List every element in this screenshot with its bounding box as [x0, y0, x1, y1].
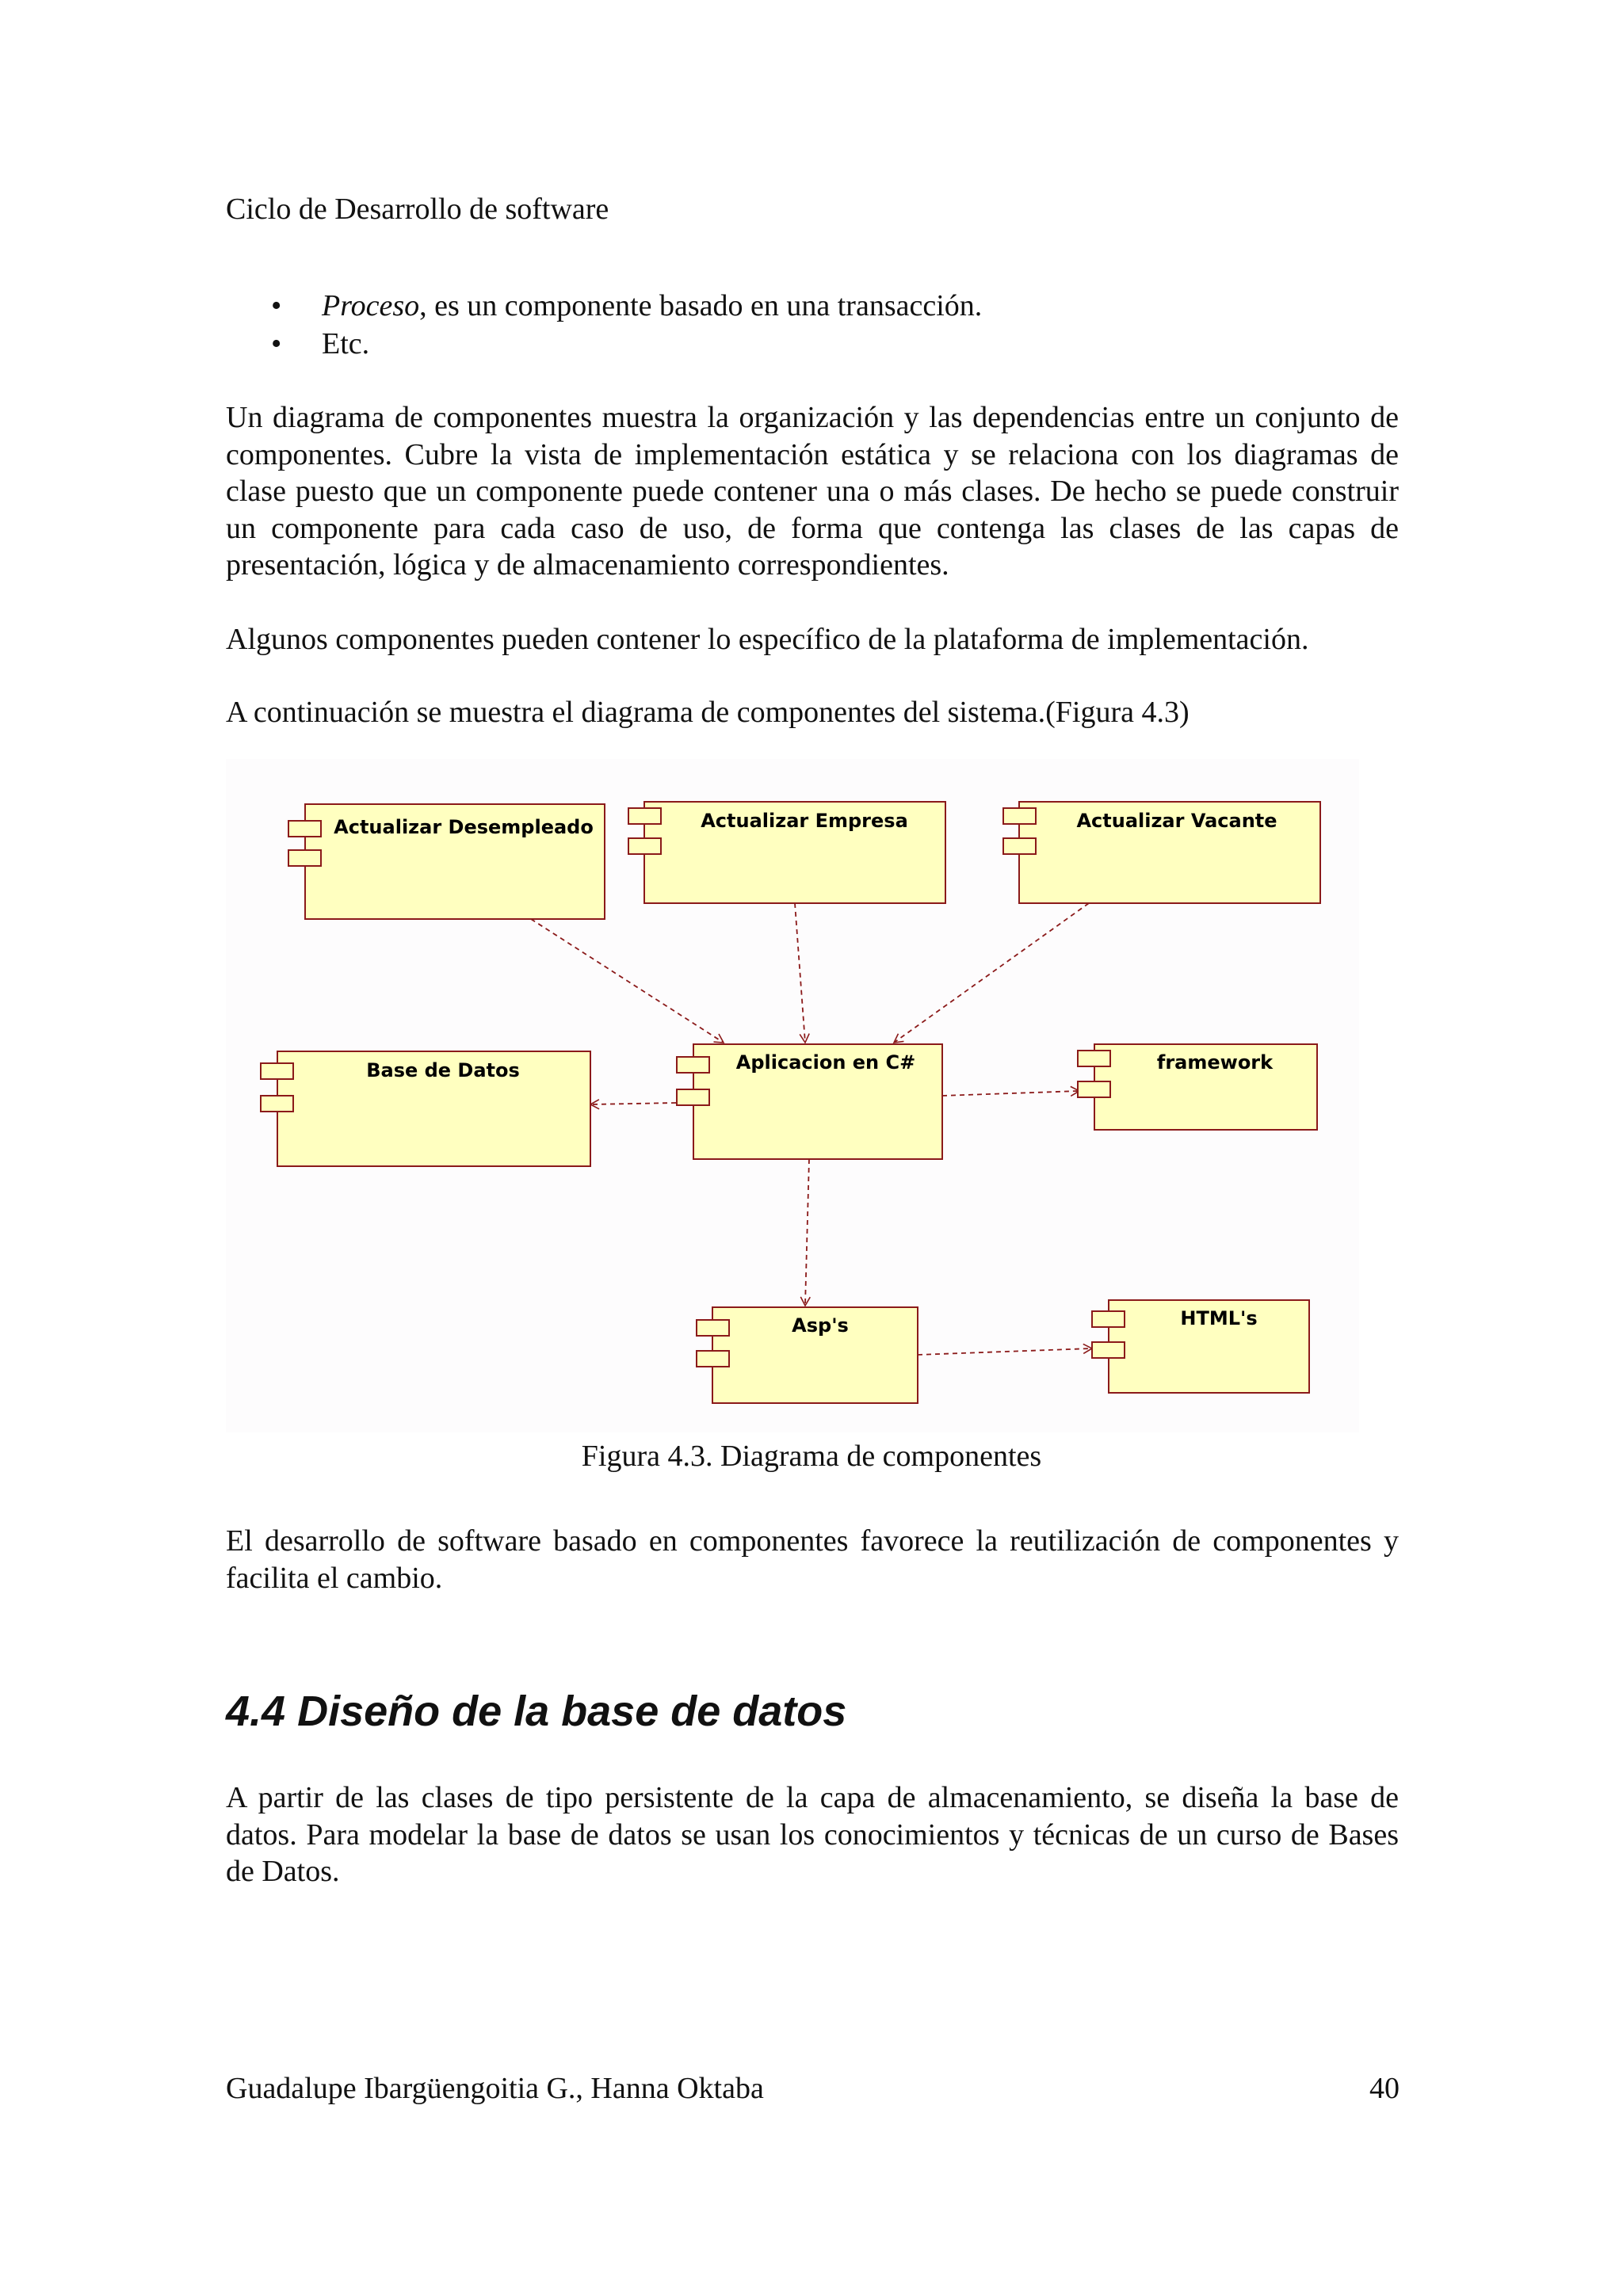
component-actualizar-desempleado [288, 804, 605, 919]
bullet-icon: • [271, 289, 282, 322]
component-port-icon [288, 850, 321, 866]
page-number: 40 [1369, 2072, 1400, 2105]
dependency-desempleado-aplicacion [531, 919, 724, 1043]
component-diagram [226, 759, 1359, 1432]
component-port-icon [261, 1063, 293, 1079]
bullet-icon: • [271, 327, 282, 360]
component-htmls [1092, 1300, 1309, 1393]
component-label: HTML's [1180, 1307, 1258, 1329]
component-actualizar-vacante [1003, 802, 1320, 903]
bullet-list [226, 287, 1399, 363]
component-port-icon [697, 1351, 729, 1367]
component-port-icon [628, 808, 661, 824]
component-port-icon [1003, 838, 1036, 854]
component-aplicacion [677, 1044, 942, 1159]
dependency-asps-htmls [918, 1348, 1092, 1355]
component-base-de-datos [261, 1051, 590, 1166]
component-label: Base de Datos [366, 1059, 520, 1081]
bullet-text: Etc. [322, 327, 370, 360]
bullet-term: Proceso [322, 289, 420, 322]
component-actualizar-empresa [628, 802, 945, 903]
component-label: Actualizar Desempleado [334, 816, 594, 838]
paragraph-reuse: El desarrollo de software basado en componentes favorece la reutilización de componentes y facilita el cambio. [226, 1524, 1399, 1595]
component-label: Aplicacion en C# [735, 1051, 916, 1074]
paragraph-figure-intro: A continuación se muestra el diagrama de componentes del sistema.(Figura 4.3) [226, 696, 1190, 729]
component-asps [697, 1307, 918, 1403]
paragraph-platform: Algunos componentes pueden contener lo específico de la plataforma de implementación. [226, 623, 1309, 656]
dependency-empresa-aplicacion [795, 903, 805, 1043]
component-port-icon [1092, 1342, 1125, 1358]
dependency-aplicacion-asps [805, 1159, 809, 1306]
component-diagram-figure [226, 759, 1359, 1432]
component-port-icon [677, 1057, 709, 1073]
component-port-icon [1078, 1051, 1110, 1066]
component-port-icon [1003, 808, 1036, 824]
component-port-icon [261, 1096, 293, 1112]
dependency-vacante-aplicacion [894, 903, 1089, 1043]
component-label: Asp's [792, 1314, 849, 1337]
dependency-aplicacion-framework [942, 1091, 1079, 1096]
figure-caption: Figura 4.3. Diagrama de componentes [581, 1440, 1042, 1473]
component-label: Actualizar Empresa [701, 810, 908, 832]
list-item [226, 325, 1399, 363]
footer-authors: Guadalupe Ibargüengoitia G., Hanna Oktaba [226, 2072, 764, 2105]
component-port-icon [1092, 1311, 1125, 1327]
component-port-icon [697, 1320, 729, 1336]
component-label: Actualizar Vacante [1076, 810, 1277, 832]
dependency-aplicacion-basedatos [590, 1103, 676, 1104]
paragraph-components-diagram: Un diagrama de componentes muestra la organización y las dependencias entre un conjunto de componentes. Cubre la vista de implementación estática y se relaciona con los diagramas de clase puesto que un componente puede contener una o más clases. De hecho se puede construir un componente para cada caso de uso, de forma que contenga las clases de las capas de presentación, lógica y de almacenamiento correspondientes. [226, 401, 1399, 582]
list-item [226, 287, 1399, 325]
running-header: Ciclo de Desarrollo de software [226, 193, 609, 226]
component-port-icon [1078, 1081, 1110, 1097]
component-port-icon [677, 1089, 709, 1105]
component-port-icon [288, 821, 321, 837]
bullet-text: , es un componente basado en una transacción. [419, 289, 983, 322]
section-title: 4.4 Diseño de la base de datos [226, 1688, 847, 1735]
component-framework [1078, 1044, 1317, 1130]
component-label: framework [1156, 1051, 1274, 1074]
paragraph-database-design: A partir de las clases de tipo persistente de la capa de almacenamiento, se diseña la base de datos. Para modelar la base de datos se usan los conocimientos y técnicas de un curso de Bases de Datos. [226, 1781, 1399, 1888]
component-port-icon [628, 838, 661, 854]
